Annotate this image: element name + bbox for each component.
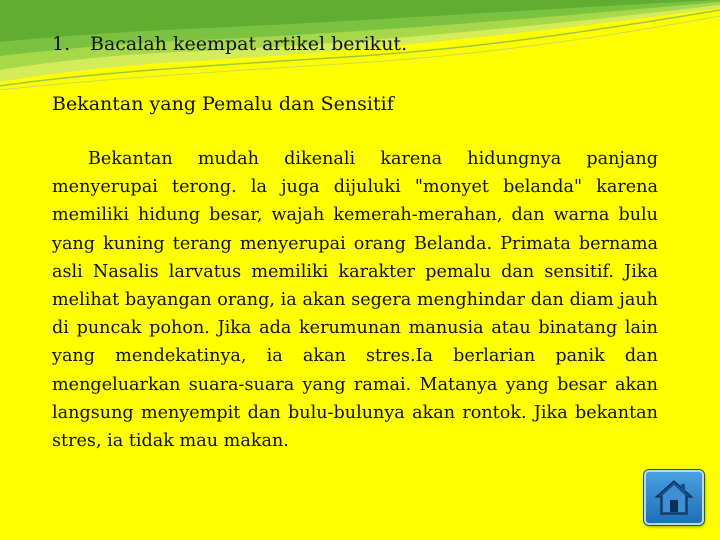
article-title: Bekantan yang Pemalu dan Sensitif [52,93,394,115]
home-icon [654,478,694,518]
instruction-heading [52,33,407,55]
article-body: Bekantan mudah dikenali karena hidungnya panjang menyerupai terong. la juga dijuluki "monyet belanda" karena memiliki hidung besar, wajah kemerah-merahan, dan warna bulu yang kuning terang menyerupai orang Belanda. Primata bernama asli Nasalis larvatus memiliki karakter pemalu dan sensitif. Jika melihat bayangan orang, ia akan segera menghindar dan diam jauh di puncak pohon. Jika ada kerumunan manusia atau binatang lain yang mendekatinya, ia akan stres.Ia berlarian panik dan mengeluarkan suara-suara yang ramai. Matanya yang besar akan langsung menyempit dan bulu-bulunya akan rontok. Jika bekantan stres, ia tidak mau makan. [52,149,658,452]
home-button[interactable] [644,470,704,525]
instruction-text: Bacalah keempat artikel berikut. [90,33,408,55]
item-number: 1. [52,33,71,55]
